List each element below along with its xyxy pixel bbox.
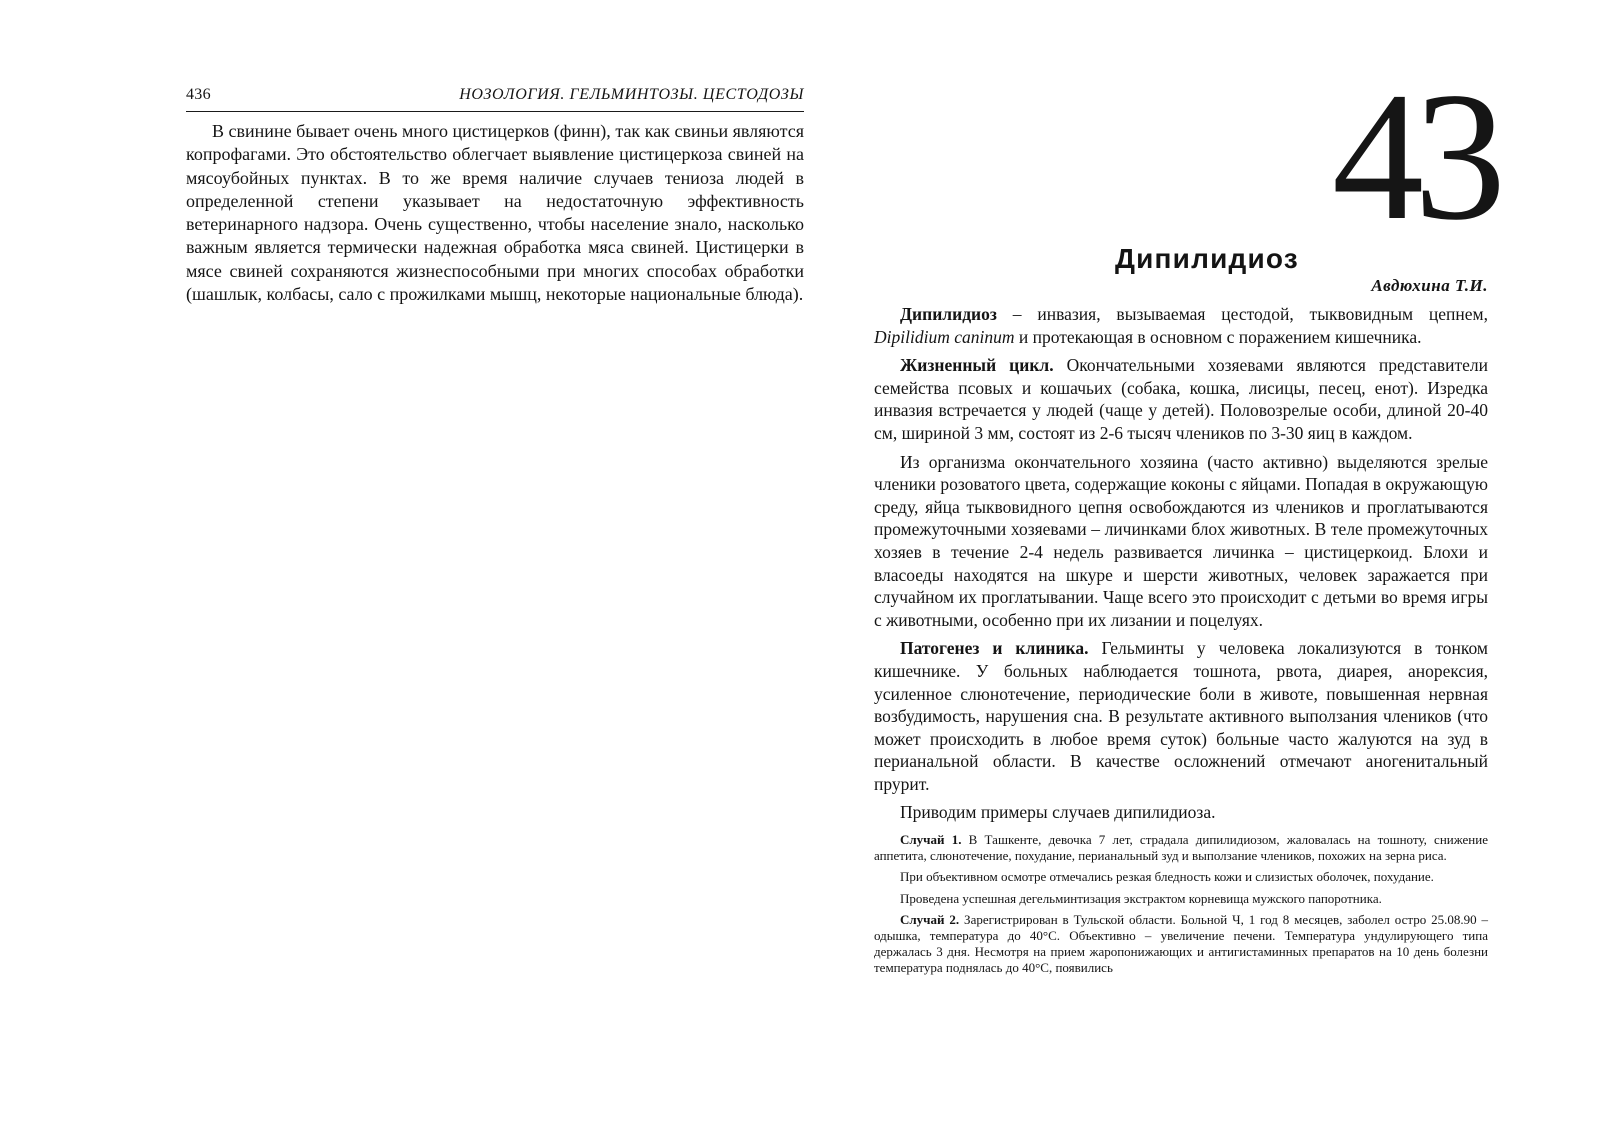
definition-text-2: и протекающая в основном с поражением кишечника. <box>1014 326 1422 347</box>
pathogenesis-heading: Патогенез и клиника. <box>900 638 1089 659</box>
chapter-author: Авдюхина Т.И. <box>1371 276 1488 295</box>
pathogenesis-text: Гельминты у человека локализуются в тонком кишечнике. У больных наблюдается тошнота, рвота, диарея, анорексия, усиленное слюнотечение, периодические боли в животе, повышенная нервная возбудимость, нарушения сна. В результате активного выползания члеников (что может происходить в любое время суток) больные часто жалуются на зуд в перианальной области. В качестве осложнений отмечают аногенитальный прурит. <box>874 638 1488 794</box>
case-2-text: Зарегистрирован в Тульской области. Больной Ч, 1 год 8 месяцев, заболел остро 25.08.90 – одышка, температура до 40°С. Объективно – увеличение печени. Температура ундулирующего типа держалась 3 дня. Несмотря на прием жаропонижающих и антигистаминных препаратов на 10 день болезни температура поднялась до 40°С, появились <box>874 911 1488 976</box>
life-cycle-heading: Жизненный цикл. <box>900 355 1054 376</box>
transmission-paragraph: Из организма окончательного хозяина (часто активно) выделяются зрелые членики розоватого цвета, содержащие коконы с яйцами. Попадая в окружающую среду, яйца тыквовидного цепня освобождаются из члеников и проглатываются промежуточными хозяевами – личинками блох животных. В теле промежуточных хозяев в течение 2-4 недель развивается личинка – цистицеркоид. Блохи и власоеды находятся на шкуре и шерсти животных, человек заражается при случайном их проглатывании. Чаще всего это происходит с детьми во время игры с животными, особенно при их лизании и поцелуях. <box>874 451 1488 630</box>
case-1-paragraph <box>874 832 1488 864</box>
running-title: НОЗОЛОГИЯ. ГЕЛЬМИНТОЗЫ. ЦЕСТОДОЗЫ <box>459 86 804 103</box>
definition-term: Дипилидиоз <box>900 304 997 324</box>
examples-intro: Приводим примеры случаев дипилидиоза. <box>900 802 1216 823</box>
case-1-treatment: Проведена успешная дегельминтизация экстрактом корневища мужского папоротника. <box>900 890 1382 906</box>
life-cycle-paragraph <box>874 354 1488 444</box>
chapter-body <box>874 303 1488 982</box>
definition-paragraph <box>874 303 1488 348</box>
page-number: 436 <box>186 86 211 103</box>
right-page <box>800 0 1600 1133</box>
life-cycle-text: Окончательными хозяевами являются представители семейства псовых и кошачьих (собака, кошка, лисицы, песец, енот). Изредка инвазия встречается у людей (чаще у детей). Половозрелые особи, длиной 20-40 см, шириной 3 мм, состоят из 2-6 тысяч члеников по 3-30 яиц в каждом. <box>874 355 1488 443</box>
case-1-exam: При объективном осмотре отмечались резкая бледность кожи и слизистых оболочек, похудание. <box>900 869 1434 885</box>
case-1-text: В Ташкенте, девочка 7 лет, страдала дипилидиозом, жаловалась на тошноту, снижение аппетита, слюнотечение, похудание, перианальный зуд и выползание члеников, похожих на зерна риса. <box>874 832 1488 864</box>
latin-name: Dipilidium caninum <box>874 326 1015 347</box>
case-2-paragraph <box>874 912 1488 977</box>
case-2-heading: Случай 2. <box>900 911 960 927</box>
chapter-number: 43 <box>1332 54 1496 258</box>
running-header <box>186 86 804 112</box>
pathogenesis-paragraph <box>874 637 1488 795</box>
case-1-heading: Случай 1. <box>900 832 962 848</box>
body-paragraph: В свинине бывает очень много цистицерков (финн), так как свиньи являются копрофагами. Это обстоятельство облегчает выявление цистицеркоза свиней на мясоубойных пунктах. В то же время наличие случаев тениоза людей в определенной степени указывает на недостаточную эффективность ветеринарного надзора. Очень существенно, чтобы население знало, насколько важным является термически надежная обработка мяса свиней. Цистицерки в мясе свиней сохраняются жизнеспособными при многих способах обработки (шашлык, колбасы, сало с прожилками мышц, некоторые национальные блюда). <box>186 121 804 305</box>
definition-text-1: – инвазия, вызываемая цестодой, тыквовидным цепнем, <box>996 304 1488 324</box>
chapter-title: Дипилидиоз <box>1115 243 1299 274</box>
